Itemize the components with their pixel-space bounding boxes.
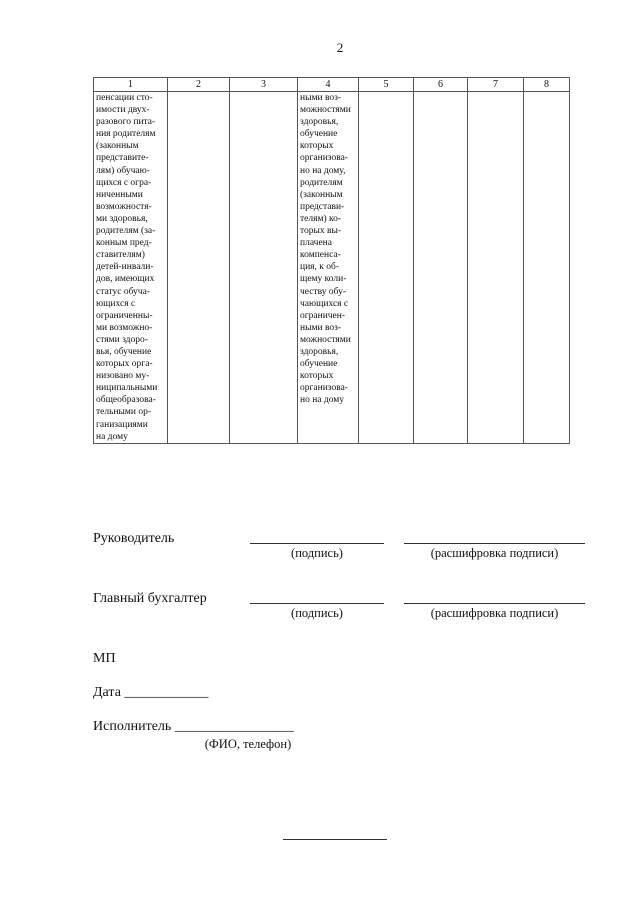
cell-text-line: вья, обучение [96,346,152,357]
column-header: 3 [230,78,298,92]
cell-text-line: организова- [300,153,348,164]
table-cell-col2 [168,92,230,444]
cell-text-line: компенса- [300,250,341,261]
cell-text-line: но на дому, [300,165,346,176]
cell-text-line: ми возможно- [96,322,153,333]
cell-text-line: (законным [96,141,139,152]
cell-text-line: щему коли- [300,274,347,285]
cell-text-line: но на дому [300,395,345,406]
cell-text-line: ция, к об- [300,262,340,273]
cell-text-line: организова- [300,383,348,394]
cell-text-line: которых орга- [96,359,153,370]
cell-text-line: ниципальными [96,383,158,394]
cell-text-line: которых [300,141,334,152]
table-cell-col1 [94,92,168,444]
column-header: 7 [468,78,524,92]
table-cell-col3 [230,92,298,444]
column-header: 4 [298,78,359,92]
cell-text-line: обучение [300,129,338,140]
cell-text-line: щихся с огра- [96,177,152,188]
column-header: 2 [168,78,230,92]
head-decryption-line [404,543,585,544]
cell-text-line: ставителям) [96,250,145,261]
cell-text-line: имости двух- [96,105,150,116]
cell-text-line: лям) обучаю- [96,165,150,176]
end-of-document-line [283,839,387,840]
table-cell-col5 [359,92,414,444]
signature-caption: (подпись) [291,546,343,560]
cell-text-line: здоровья, [300,117,339,128]
cell-text-line: пенсации сто- [96,93,153,103]
cell-text-line: можностями [300,105,351,116]
cell-text-line: ограничен- [300,310,346,321]
cell-text-line: ными воз- [300,93,342,103]
cell-text-line: общеобразова- [96,395,156,406]
cell-text-line: ниченными [96,189,143,200]
cell-text-line: низовано му- [96,371,150,382]
cell-text-line: ганизациями [96,419,148,430]
chief-accountant-label: Главный бухгалтер [93,591,207,606]
table-cell-col6 [414,92,468,444]
cell-text-line: конным пред- [96,238,152,249]
cell-text-line: ми здоровья, [96,213,148,224]
cell-text-line: (законным [300,189,343,200]
cell-text-line: плачена [300,238,332,249]
cell-text-line: ными воз- [300,322,342,333]
table-cell-col8 [524,92,570,444]
table-header-row [94,78,570,92]
mp-label: МП [93,651,116,666]
column-header: 6 [414,78,468,92]
cell-text-line: телям) ко- [300,213,342,224]
cell-text-line: честву обу- [300,286,347,297]
cell-text-line: можностями [300,334,351,345]
decryption-caption: (расшифровка подписи) [430,606,559,620]
cell-text-line: ния родителям [96,129,156,140]
cell-text-line: дов, имеющих [96,274,155,285]
column-header: 1 [94,78,168,92]
cell-text-line: статус обуча- [96,286,150,297]
cell-text-line: здоровья, [300,346,339,357]
table-cell-col4 [298,92,359,444]
cell-text-line: представи- [300,201,345,212]
column-header: 5 [359,78,414,92]
report-table [93,77,570,444]
decryption-caption: (расшифровка подписи) [430,546,559,560]
column-header: 8 [524,78,570,92]
cell-text-line: представите- [96,153,149,164]
accountant-signature-line [250,603,384,604]
cell-text-line: родителям [300,177,343,188]
table-cell-col7 [468,92,524,444]
table-row [94,92,570,444]
cell-text-line: тельными ор- [96,407,152,418]
executor-label: Исполнитель _________________ [93,719,294,734]
executor-caption: (ФИО, телефон) [204,737,292,751]
cell-text-line: родителям (за- [96,226,156,237]
signature-caption: (подпись) [291,606,343,620]
cell-text-line: которых [300,371,334,382]
cell-text-line: обучение [300,359,338,370]
cell-text-line: на дому [96,431,128,442]
accountant-decryption-line [404,603,585,604]
cell-text-line: чающихся с [300,298,349,309]
cell-text-line: торых вы- [300,226,342,237]
cell-text-line: ограниченны- [96,310,153,321]
page-number: 2 [336,40,344,55]
cell-text-line: возможностя- [96,201,152,212]
head-signature-line [250,543,384,544]
cell-text-line: стями здоро- [96,334,148,345]
cell-text-line: ющихся с [96,298,136,309]
date-label: Дата ____________ [93,685,209,700]
head-label: Руководитель [93,531,175,546]
cell-text-line: разового пита- [96,117,156,128]
cell-text-line: детей-инвали- [96,262,154,273]
